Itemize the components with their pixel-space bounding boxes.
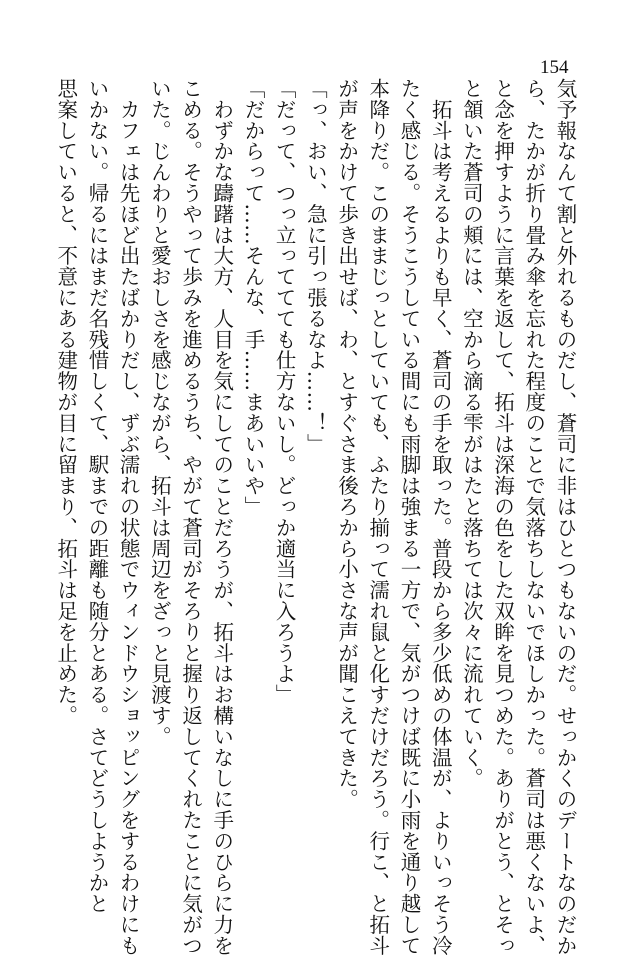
text-line: カフェは先ほど出たばかりだし、ずぶ濡れの状態でウィンドウショッピングをするわけにも (116, 78, 141, 956)
text-line: たく感じる。そうこうしている間にも雨脚は強まる一方で、気がつけば既に小雨を通り越して (396, 78, 421, 956)
text-line: 気予報なんて割と外れるものだし、蒼司に非はひとつもないのだ。せっかくのデートなのだか (553, 78, 577, 956)
text-line: 本降りだ。このままじっとしていても、ふたり揃って濡れ鼠と化すだけだろう。行こ、と拓斗 (365, 78, 390, 956)
body-text (50, 78, 580, 956)
page-number: 154 (540, 57, 569, 78)
text-line: 拓斗は考えるよりも早く、蒼司の手を取った。普段から多少低めの体温が、よりいっそう冷 (428, 78, 453, 956)
dialogue-line: 「だって、つっ立っててても仕方ないし。どっか適当に入ろうよ」 (272, 78, 297, 705)
text-line: 思案していると、不意にある建物が目に留まり、拓斗は足を止めた。 (53, 78, 78, 726)
text-line: いた。じんわりと愛おしさを感じながら、拓斗は周辺をざっと見渡す。 (147, 78, 172, 747)
text-line: と頷いた蒼司の頬には、空から滴る雫がはたと落ちては次々に流れていく。 (459, 78, 484, 789)
text-line: こめる。そうやって歩みを進めるうち、やがて蒼司がそろりと握り返してくれたことに気がつ (178, 78, 203, 956)
dialogue-line: 「っ、おい、急に引っ張るなよ……！」 (303, 78, 328, 455)
text-line: ら、たかが折り畳み傘を忘れた程度のことで気落ちしないでほしかった。蒼司は悪くないよ、 (521, 78, 546, 956)
text-line: と念を押すように言葉を返して、拓斗は深海の色をした双眸を見つめた。ありがとう、とそっ (490, 78, 515, 956)
text-line: が声をかけて歩き出せば、わ、とすぐさま後ろから小さな声が聞こえてきた。 (334, 78, 359, 810)
text-line: わずかな躊躇は大方、人目を気にしてのことだろうが、拓斗はお構いなしに手のひらに力を (209, 78, 234, 956)
dialogue-line: 「だからって……そんな、手……まあいいや」 (240, 78, 265, 517)
text-line: いかない。帰るにはまだ名残惜しくて、駅までの距離も随分とある。さてどうしようかと (84, 78, 109, 914)
